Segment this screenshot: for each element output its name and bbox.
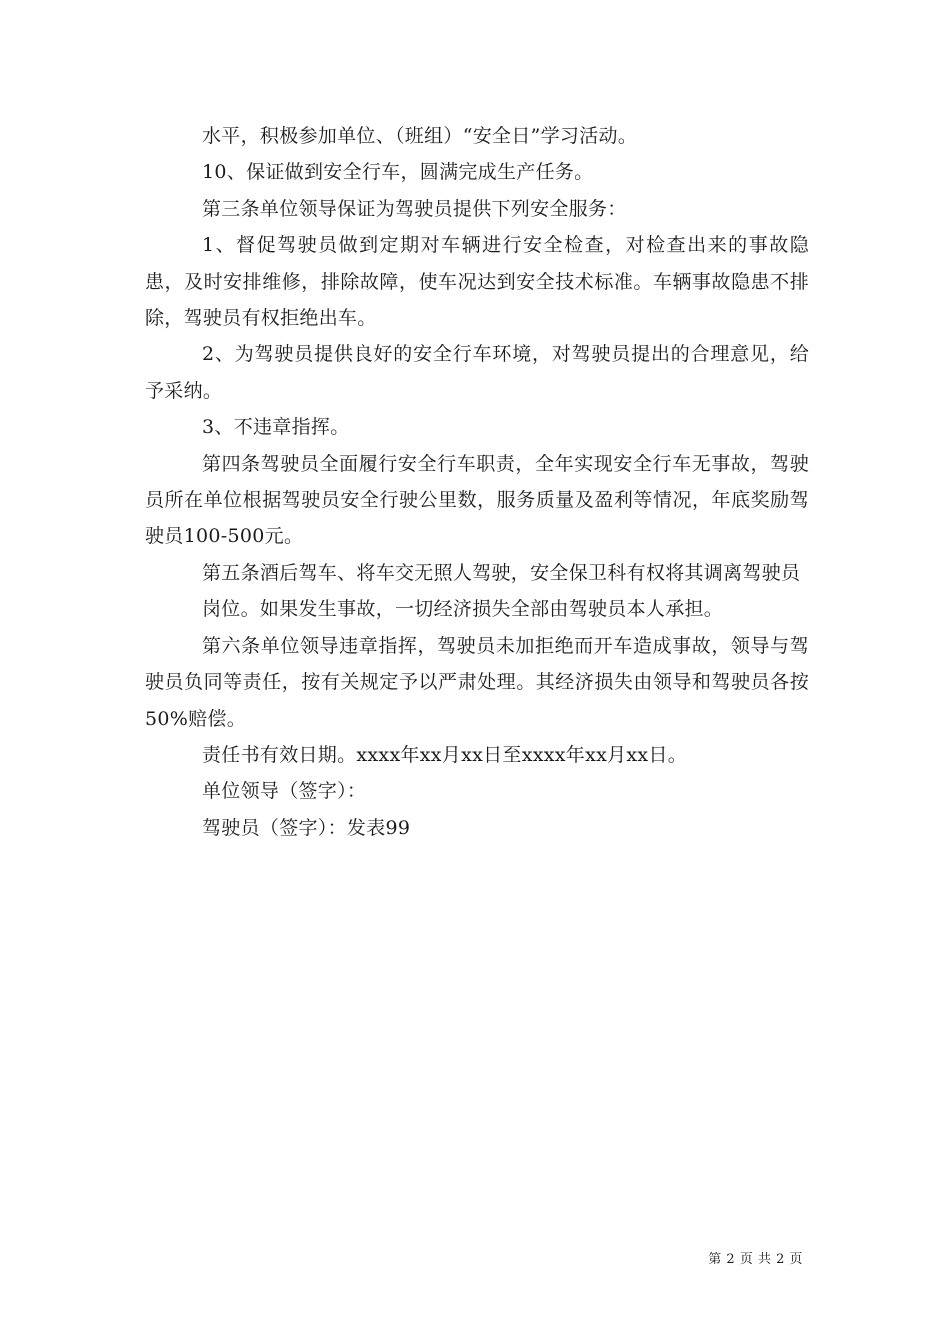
paragraph-7: 第四条驾驶员全面履行安全行车职责，全年实现安全行车无事故，驾驶员所在单位根据驾驶员安全行驶公里数，服务质量及盈利等情况，年底奖励驾驶员100-500元。 — [145, 452, 809, 548]
paragraph-11: 责任书有效日期。xxxx年xx月xx日至xxxx年xx月xx日。 — [202, 743, 688, 766]
paragraph-2: 10、保证做到安全行车，圆满完成生产任务。 — [202, 161, 594, 184]
paragraph-3: 第三条单位领导保证为驾驶员提供下列安全服务： — [202, 197, 627, 220]
paragraph-1: 水平，积极参加单位、（班组）“安全日”学习活动。 — [202, 125, 638, 147]
paragraph-4: 1、督促驾驶员做到定期对车辆进行安全检查，对检查出来的事故隐患，及时安排维修，排除故障，使车况达到安全技术标准。车辆事故隐患不排除，驾驶员有权拒绝出车。 — [145, 234, 809, 330]
paragraph-8: 第五条酒后驾车、将车交无照人驾驶，安全保卫科有权将其调离驾驶员 — [202, 561, 801, 584]
page-number-footer: 第 2 页 共 2 页 — [708, 1252, 803, 1267]
paragraph-6: 3、不违章指挥。 — [202, 416, 350, 439]
paragraph-13: 驾驶员（签字）：发表99 — [202, 816, 411, 839]
paragraph-10: 第六条单位领导违章指挥，驾驶员未加拒绝而开车造成事故，领导与驾驶员负同等责任，按有关规定予以严肃处理。其经济损失由领导和驾驶员各按50%赔偿。 — [145, 634, 809, 730]
paragraph-9: 岗位。如果发生事故，一切经济损失全部由驾驶员本人承担。 — [202, 598, 724, 621]
paragraph-5: 2、为驾驶员提供良好的安全行车环境，对驾驶员提出的合理意见，给予采纳。 — [145, 343, 809, 402]
paragraph-12: 单位领导（签字）： — [202, 780, 367, 803]
document-body — [145, 118, 809, 846]
